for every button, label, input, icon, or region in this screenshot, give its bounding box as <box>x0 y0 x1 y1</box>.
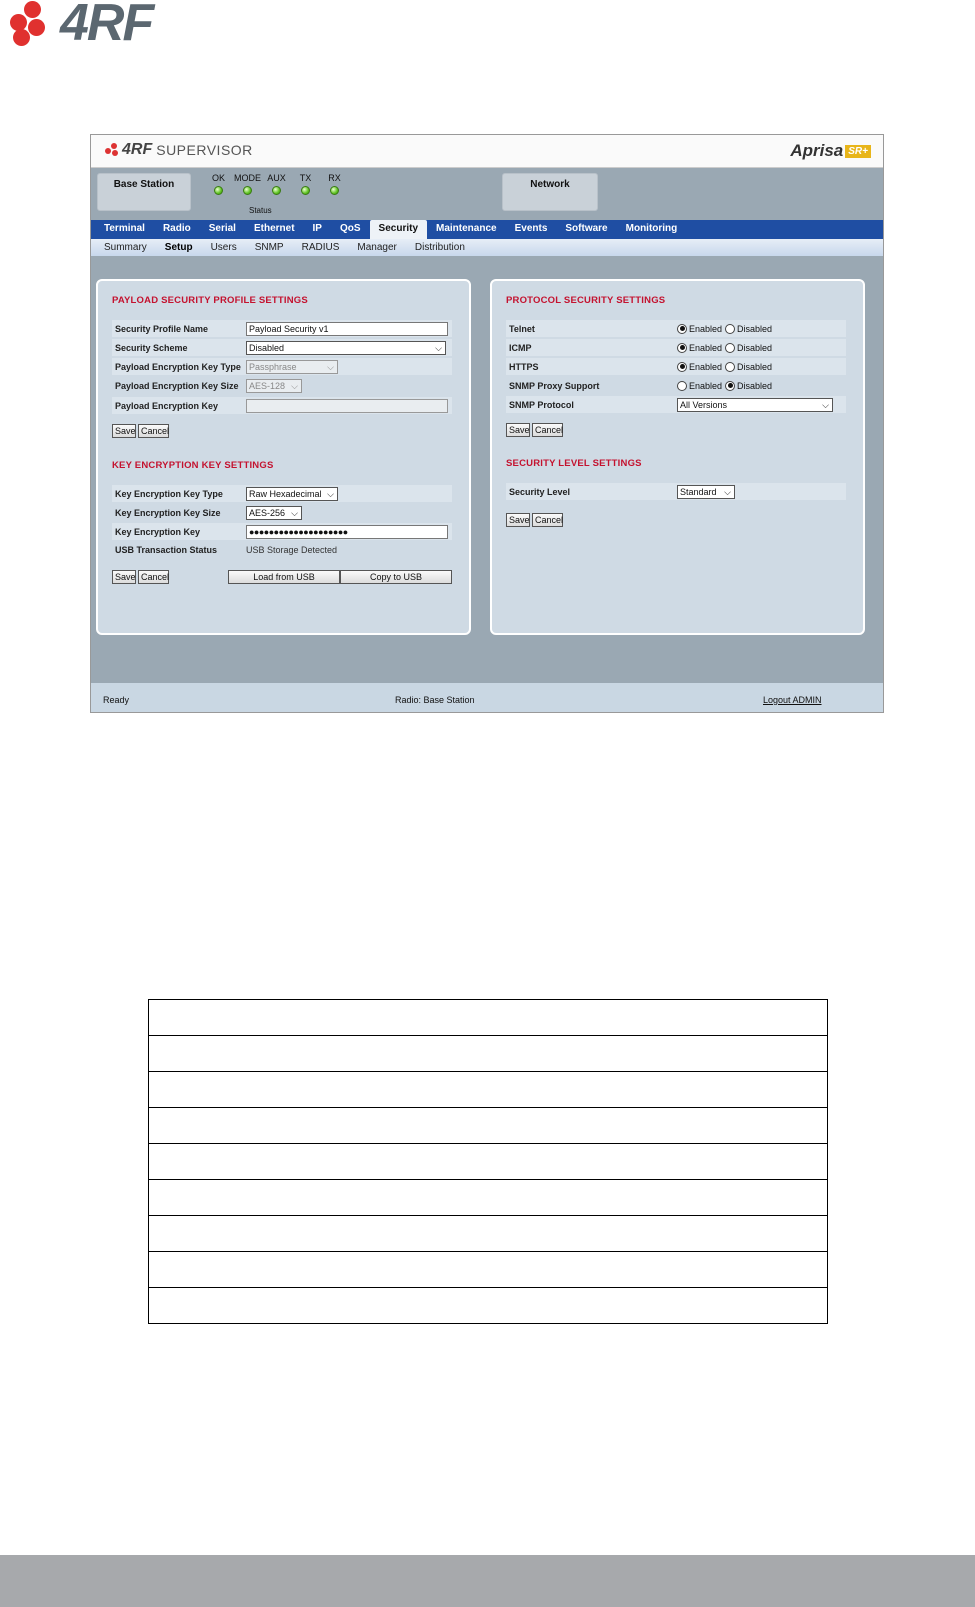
row-profile-name <box>112 320 452 337</box>
tab-ip[interactable]: IP <box>312 223 322 234</box>
table-row <box>149 1108 828 1144</box>
network-box[interactable]: Network <box>502 173 598 211</box>
subtab-radius[interactable]: RADIUS <box>301 242 340 253</box>
snmp-proxy-label: SNMP Proxy Support <box>509 380 600 391</box>
security-level-select[interactable]: Standard ⌵ <box>677 485 735 499</box>
tab-terminal[interactable]: Terminal <box>104 223 145 234</box>
chevron-down-icon: ⌵ <box>327 488 334 499</box>
page-footer-band <box>0 1555 975 1607</box>
level-section-title: SECURITY LEVEL SETTINGS <box>506 458 642 469</box>
icmp-disabled-radio[interactable] <box>725 343 735 353</box>
logout-link[interactable]: Logout ADMIN <box>763 695 822 705</box>
row-telnet <box>506 320 846 337</box>
radio-status: Radio: Base Station <box>395 695 475 705</box>
status-area <box>91 168 883 220</box>
payload-key-type-label: Payload Encryption Key Type <box>115 361 241 372</box>
page-logo <box>10 0 153 52</box>
chevron-down-icon: ⌵ <box>291 380 298 391</box>
brand-dots-icon <box>105 143 119 157</box>
usb-status-value: USB Storage Detected <box>246 544 338 555</box>
table-row <box>149 1180 828 1216</box>
row-security-scheme <box>112 339 452 356</box>
protocol-save-button[interactable]: Save <box>506 423 530 437</box>
kek-size-label: Key Encryption Key Size <box>115 507 221 518</box>
supervisor-window <box>90 134 884 713</box>
snmp-proxy-disabled-radio[interactable] <box>725 381 735 391</box>
row-icmp <box>506 339 846 356</box>
load-from-usb-button[interactable]: Load from USB <box>228 570 340 584</box>
aprisa-logo <box>790 141 871 161</box>
level-save-button[interactable]: Save <box>506 513 530 527</box>
kek-section-title: KEY ENCRYPTION KEY SETTINGS <box>112 460 274 471</box>
payload-key-size-label: Payload Encryption Key Size <box>115 380 239 391</box>
tab-software[interactable]: Software <box>565 223 608 234</box>
https-label: HTTPS <box>509 361 539 372</box>
security-scheme-label: Security Scheme <box>115 342 188 353</box>
table-row <box>149 1288 828 1324</box>
app-brand <box>105 141 253 159</box>
row-payload-key-size <box>112 377 452 394</box>
kek-key-label: Key Encryption Key <box>115 526 201 537</box>
telnet-enabled-radio[interactable] <box>677 324 687 334</box>
row-kek-size <box>112 504 452 521</box>
led-tx-icon <box>301 186 310 195</box>
led-rx: RX <box>320 173 349 195</box>
tab-radio[interactable]: Radio <box>162 223 191 234</box>
status-leds <box>204 173 349 195</box>
chevron-down-icon: ⌵ <box>291 507 298 518</box>
led-ok-icon <box>214 186 223 195</box>
kek-size-select[interactable]: AES-256 ⌵ <box>246 506 302 520</box>
left-panel <box>96 279 471 635</box>
telnet-label: Telnet <box>509 323 535 334</box>
chevron-down-icon: ⌵ <box>724 486 731 497</box>
row-security-level <box>506 483 846 500</box>
copy-to-usb-button[interactable]: Copy to USB <box>340 570 452 584</box>
aprisa-badge: SR+ <box>845 145 871 158</box>
content-area <box>91 256 883 671</box>
tab-security[interactable]: Security <box>370 220 427 239</box>
table-row <box>149 1144 828 1180</box>
sub-nav <box>91 239 883 256</box>
protocol-section-title: PROTOCOL SECURITY SETTINGS <box>506 295 666 306</box>
tab-maintenance[interactable]: Maintenance <box>436 223 497 234</box>
subtab-snmp[interactable]: SNMP <box>254 242 284 253</box>
ready-status: Ready <box>103 695 130 705</box>
led-ok: OK <box>204 173 233 195</box>
snmp-protocol-select[interactable]: All Versions ⌵ <box>677 398 833 412</box>
tab-monitoring[interactable]: Monitoring <box>625 223 678 234</box>
brand-name: 4RF <box>122 141 153 158</box>
tab-qos[interactable]: QoS <box>339 223 361 234</box>
table-row <box>149 1072 828 1108</box>
kek-type-label: Key Encryption Key Type <box>115 488 223 499</box>
tab-ethernet[interactable]: Ethernet <box>253 223 295 234</box>
aprisa-name: Aprisa <box>790 141 844 160</box>
level-cancel-button[interactable]: Cancel <box>532 513 563 527</box>
table-row <box>149 1000 828 1036</box>
payload-key-input[interactable] <box>246 399 448 413</box>
led-aux: AUX <box>262 173 291 195</box>
subtab-summary[interactable]: Summary <box>104 242 147 253</box>
kek-type-select[interactable]: Raw Hexadecimal ⌵ <box>246 487 338 501</box>
status-caption: Status <box>249 206 272 215</box>
led-rx-icon <box>330 186 339 195</box>
logo-dots-icon <box>10 1 54 45</box>
kek-key-input[interactable]: ●●●●●●●●●●●●●●●●●●●● <box>246 525 448 539</box>
payload-key-label: Payload Encryption Key <box>115 400 219 411</box>
table-row <box>149 1036 828 1072</box>
empty-table <box>148 999 828 1324</box>
profile-name-input[interactable]: Payload Security v1 <box>246 322 448 336</box>
led-aux-icon <box>272 186 281 195</box>
payload-cancel-button[interactable]: Cancel <box>138 424 169 438</box>
row-payload-key-type <box>112 358 452 375</box>
chevron-down-icon: ⌵ <box>435 342 442 353</box>
payload-section-title: PAYLOAD SECURITY PROFILE SETTINGS <box>112 295 308 306</box>
table-row <box>149 1252 828 1288</box>
https-disabled-radio[interactable] <box>725 362 735 372</box>
row-usb-status <box>112 541 452 558</box>
table-row <box>149 1216 828 1252</box>
kek-cancel-button[interactable]: Cancel <box>138 570 169 584</box>
snmp-protocol-label: SNMP Protocol <box>509 399 574 410</box>
row-kek-key <box>112 523 452 540</box>
row-https <box>506 358 846 375</box>
product-name: SUPERVISOR <box>156 142 253 158</box>
payload-key-type-select[interactable]: Passphrase ⌵ <box>246 360 338 374</box>
subtab-users[interactable]: Users <box>210 242 237 253</box>
kek-save-button[interactable]: Save <box>112 570 136 584</box>
usb-status-label: USB Transaction Status <box>115 544 218 555</box>
telnet-disabled-radio[interactable] <box>725 324 735 334</box>
row-snmp-protocol <box>506 396 846 413</box>
snmp-proxy-enabled-radio[interactable] <box>677 381 687 391</box>
tab-serial[interactable]: Serial <box>208 223 236 234</box>
led-mode-icon <box>243 186 252 195</box>
payload-key-size-select[interactable]: AES-128 ⌵ <box>246 379 302 393</box>
telnet-radio-group: Enabled Disabled <box>677 324 775 334</box>
snmp-proxy-radio-group: Enabled Disabled <box>677 381 775 391</box>
security-level-label: Security Level <box>509 486 571 497</box>
https-enabled-radio[interactable] <box>677 362 687 372</box>
base-station-box[interactable]: Base Station <box>97 173 191 211</box>
https-radio-group: Enabled Disabled <box>677 362 775 372</box>
subtab-distribution[interactable]: Distribution <box>414 242 465 253</box>
app-header <box>91 135 883 168</box>
profile-name-label: Security Profile Name <box>115 323 209 334</box>
main-nav <box>91 220 883 239</box>
led-mode: MODE <box>233 173 262 195</box>
chevron-down-icon: ⌵ <box>327 361 334 372</box>
subtab-setup[interactable]: Setup <box>164 242 193 253</box>
subtab-manager[interactable]: Manager <box>357 242 397 253</box>
protocol-cancel-button[interactable]: Cancel <box>532 423 563 437</box>
footer-strip <box>91 683 883 713</box>
row-kek-type <box>112 485 452 502</box>
tab-events[interactable]: Events <box>514 223 548 234</box>
icmp-radio-group: Enabled Disabled <box>677 343 775 353</box>
led-tx: TX <box>291 173 320 195</box>
row-snmp-proxy <box>506 377 846 394</box>
icmp-enabled-radio[interactable] <box>677 343 687 353</box>
logo-wordmark: 4RF <box>60 0 153 52</box>
security-scheme-select[interactable]: Disabled ⌵ <box>246 341 446 355</box>
right-panel <box>490 279 865 635</box>
chevron-down-icon: ⌵ <box>822 399 829 410</box>
icmp-label: ICMP <box>509 342 532 353</box>
row-payload-key <box>112 397 452 414</box>
payload-save-button[interactable]: Save <box>112 424 136 438</box>
status-footer <box>91 671 883 713</box>
